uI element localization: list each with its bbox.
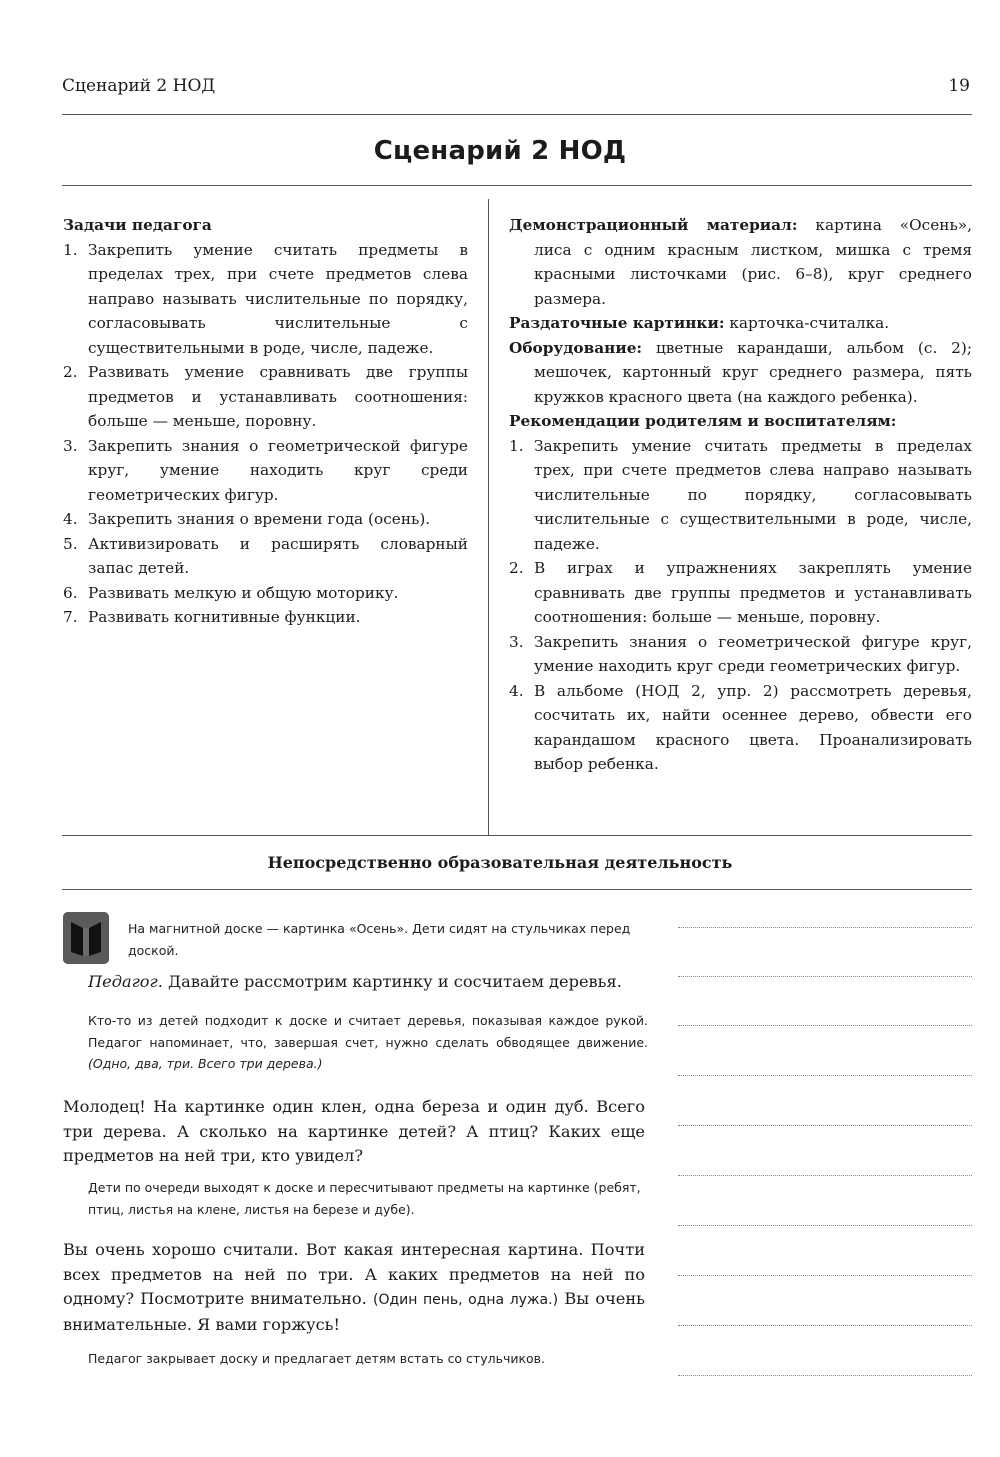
list-item: 7. Развивать когнитивные функции. <box>63 608 361 626</box>
stage-remark: Дети по очереди выходят к доске и пересчитывают предметы на картинке (ребят, птиц, листья на клене, листья на березе и дубе). <box>88 1180 641 1217</box>
list-item: 6. Развивать мелкую и общую моторику. <box>63 583 399 602</box>
list-item: 2. В играх и упражнениях закреплять умение сравнивать две группы предметов и устанавливать соотношения: больше — меньше, поровну. <box>509 559 972 626</box>
tasks-list <box>63 238 468 630</box>
page-title: Сценарий 2 НОД <box>373 136 627 166</box>
notes-line <box>678 1275 972 1276</box>
notes-line <box>678 1075 972 1076</box>
stage-remark: Кто-то из детей подходит к доске и считает деревья, показывая каждое рукой. Педагог напоминает, что, завершая счет, нужно сделать обводящее движение. (Одно, два, три. Всего три дерева.) <box>88 1013 648 1071</box>
list-item: 1. Закрепить умение считать предметы в пределах трех, при счете предметов слева направо называть числительные по порядку, согласовывать числительные с существительными в роде, числе, падеже. <box>509 436 972 553</box>
stage-remark: Педагог закрывает доску и предлагает детям встать со стульчиков. <box>88 1351 546 1366</box>
list-item: 1. Закрепить умение считать предметы в пределах трех, при счете предметов слева направо называть числительные по порядку, согласовывать числительные с существительными в роде, числе, падеже. <box>63 240 468 357</box>
teacher-icon <box>63 912 109 964</box>
handout-material: Раздаточные картинки: карточка-считалка. <box>509 314 890 332</box>
list-item: 3. Закрепить знания о геометрической фигуре круг, умение находить круг среди геометрических фигур. <box>509 632 972 675</box>
materials-column <box>509 213 972 777</box>
notes-line <box>678 1125 972 1126</box>
notes-line <box>678 1025 972 1026</box>
column-divider <box>488 199 489 835</box>
tasks-heading: Задачи педагога <box>63 216 212 234</box>
teacher-speech: Молодец! На картинке один клен, одна береза и один дуб. Всего три дерева. А сколько на картинке детей? А птиц? Каких еще предметов на ней три, кто увидел? <box>63 1097 645 1165</box>
teacher-speech: Педагог. Давайте рассмотрим картинку и сосчитаем деревья. <box>88 972 622 991</box>
list-item: 2. Развивать умение сравнивать две группы предметов и устанавливать соотношения: больше — меньше, поровну. <box>63 363 468 430</box>
notes-line <box>678 1375 972 1376</box>
tasks-column <box>63 213 468 630</box>
teacher-speech: Вы очень хорошо считали. Вот какая интересная картина. Почти всех предметов на ней по три. А каких предметов на ней по одному? Посмотрите внимательно. (Один пень, одна лужа.) Вы очень внимательные. Я вами горжусь! <box>63 1240 645 1334</box>
list-item: 4. Закрепить знания о времени года (осень). <box>63 510 431 528</box>
list-item: 5. Активизировать и расширять словарный запас детей. <box>63 534 468 577</box>
section-rule <box>62 889 972 890</box>
notes-line <box>678 976 972 977</box>
demo-material: Демонстрационный материал: картина «Осень», лиса с одним красным листком, мишка с тремя красными листочками (рис. 6–8), круг среднего размера. <box>509 216 972 308</box>
notes-line <box>678 1325 972 1326</box>
speaker-label: Педагог. <box>88 972 163 991</box>
notes-line <box>678 1175 972 1176</box>
recommendations-heading: Рекомендации родителям и воспитателям: <box>509 412 897 430</box>
recommendations-list <box>509 434 972 777</box>
stage-remark: На магнитной доске — картинка «Осень». Дети сидят на стульчиках перед доской. <box>128 921 631 958</box>
title-rule <box>62 185 972 186</box>
list-item: 4. В альбоме (НОД 2, упр. 2) рассмотреть деревья, сосчитать их, найти осеннее дерево, обвести его карандашом красного цвета. Проанализировать выбор ребенка. <box>509 681 972 773</box>
notes-line <box>678 1225 972 1226</box>
running-title: Сценарий 2 НОД <box>62 76 216 96</box>
table-bottom-rule <box>62 835 972 836</box>
page-number: 19 <box>948 76 970 96</box>
equipment: Оборудование: цветные карандаши, альбом (с. 2); мешочек, картонный круг среднего размера, пять кружков красного цвета (на каждого ребенка). <box>509 338 972 406</box>
header-rule <box>62 114 972 115</box>
list-item: 3. Закрепить знания о геометрической фигуре круг, умение находить круг среди геометрических фигур. <box>63 436 468 504</box>
notes-line <box>678 927 972 928</box>
section-heading: Непосредственно образовательная деятельность <box>267 853 733 872</box>
